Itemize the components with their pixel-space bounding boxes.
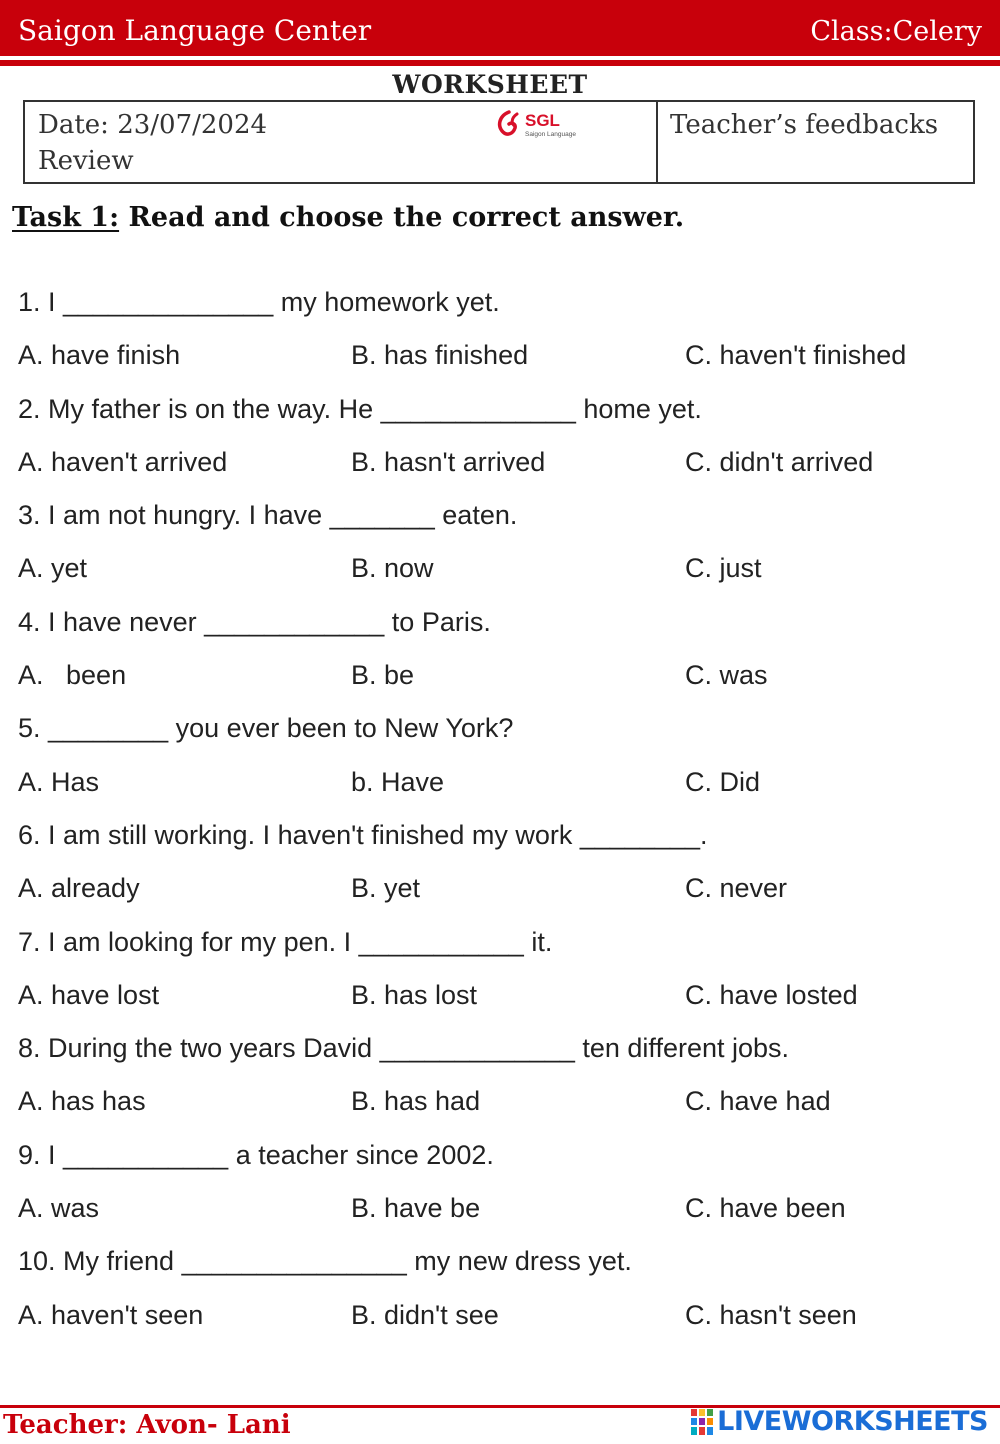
question-list [18, 276, 988, 1342]
option-c[interactable]: C. hasn't seen [685, 1299, 857, 1330]
option-b[interactable]: B. now [351, 553, 434, 584]
liveworksheets-icon [691, 1409, 713, 1435]
info-box [23, 100, 975, 184]
option-a[interactable]: A. have finish [18, 340, 181, 371]
option-a[interactable]: A. yet [18, 553, 88, 584]
option-c[interactable]: C. haven't finished [685, 340, 907, 371]
option-a[interactable]: A. haven't arrived [18, 446, 228, 477]
options-6 [18, 862, 988, 915]
options-5 [18, 756, 988, 809]
sgl-logo [495, 108, 595, 142]
center-name: Saigon Language Center [18, 14, 372, 47]
option-c[interactable]: C. didn't arrived [685, 446, 874, 477]
teacher-name: Teacher: Avon- Lani [3, 1410, 291, 1440]
class-name: Class:Celery [810, 16, 982, 47]
option-b[interactable]: B. hasn't arrived [351, 446, 546, 477]
option-a[interactable]: A. haven't seen [18, 1299, 204, 1330]
question-4: 4. I have never ____________ to Paris. [18, 606, 491, 637]
option-c[interactable]: C. have losted [685, 979, 858, 1010]
option-a[interactable]: A. Has [18, 766, 100, 797]
date-label: Date: 23/07/2024 [38, 110, 268, 140]
options-3 [18, 542, 988, 595]
option-c[interactable]: C. never [685, 873, 788, 904]
option-c[interactable]: C. Did [685, 766, 761, 797]
option-a[interactable]: A. been [18, 660, 127, 691]
option-b[interactable]: B. yet [351, 873, 421, 904]
options-9 [18, 1182, 988, 1235]
liveworksheets-logo[interactable] [691, 1406, 988, 1437]
question-7: 7. I am looking for my pen. I ___________ it. [18, 926, 553, 957]
option-b[interactable]: B. didn't see [351, 1299, 499, 1330]
options-4 [18, 649, 988, 702]
option-a[interactable]: A. have lost [18, 979, 160, 1010]
options-8 [18, 1075, 988, 1128]
option-b[interactable]: B. has lost [351, 979, 478, 1010]
option-b[interactable]: b. Have [351, 766, 445, 797]
logo-text: SGL [525, 111, 560, 130]
option-c[interactable]: C. have had [685, 1086, 831, 1117]
option-b[interactable]: B. has finished [351, 340, 529, 371]
lesson-label: Review [38, 146, 134, 176]
question-8: 8. During the two years David _____________ ten different jobs. [18, 1033, 790, 1064]
worksheet-title: WORKSHEET [392, 70, 588, 99]
task-instruction: Read and choose the correct answer. [119, 202, 685, 233]
question-1: 1. I ______________ my homework yet. [18, 287, 500, 317]
options-7 [18, 969, 988, 1022]
question-2: 2. My father is on the way. He _____________ home yet. [18, 393, 702, 424]
option-c[interactable]: C. was [685, 660, 768, 691]
logo-subtext: Saigon Language [525, 131, 576, 138]
header-rule [0, 60, 1000, 66]
liveworksheets-text: LIVEWORKSHEETS [717, 1406, 988, 1437]
option-c[interactable]: C. just [685, 553, 762, 584]
info-divider [656, 102, 658, 182]
option-c[interactable]: C. have been [685, 1193, 846, 1224]
question-6: 6. I am still working. I haven't finished my work ________. [18, 819, 708, 850]
question-5: 5. ________ you ever been to New York? [18, 713, 514, 744]
question-10: 10. My friend _______________ my new dress yet. [18, 1246, 632, 1277]
option-b[interactable]: B. be [351, 660, 415, 691]
option-a[interactable]: A. already [18, 873, 140, 904]
options-10 [18, 1289, 988, 1342]
option-b[interactable]: B. have be [351, 1193, 481, 1224]
options-1 [18, 329, 988, 382]
option-a[interactable]: A. has has [18, 1086, 146, 1117]
option-a[interactable]: A. was [18, 1193, 100, 1224]
question-9: 9. I ___________ a teacher since 2002. [18, 1139, 494, 1170]
feedback-label: Teacher’s feedbacks [670, 110, 939, 140]
options-2 [18, 436, 988, 489]
question-3: 3. I am not hungry. I have _______ eaten. [18, 500, 518, 531]
task-label: Task 1: [12, 202, 120, 233]
option-b[interactable]: B. has had [351, 1086, 481, 1117]
task-title [12, 202, 684, 233]
